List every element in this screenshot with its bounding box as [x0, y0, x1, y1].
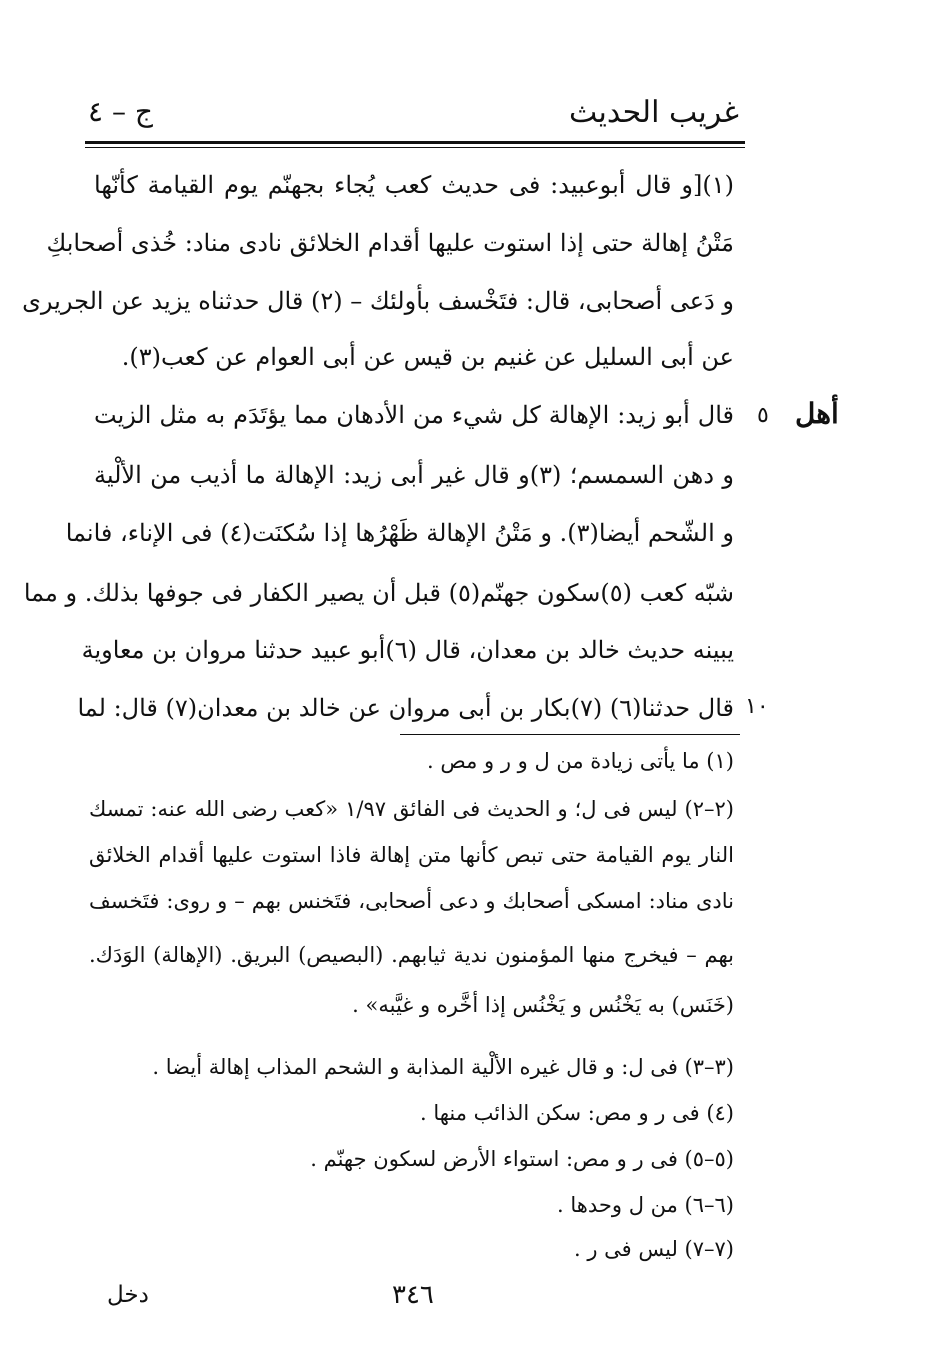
footnote-2-line-4: بهم – فيخرج منها المؤمنون ندية ثيابهم. (البصيص) البريق. (الإهالة) الوَدَك. [89, 943, 734, 967]
volume-number: ج – ٤ [88, 95, 153, 128]
body-line-8: شبّه كعب (٥)سكون جهنّم(٥) قبل أن يصير الكفار فى جوفها بذلك. و مما [23, 579, 734, 607]
footnote-rule [400, 734, 740, 735]
page-number: ٣٤٦ [392, 1280, 434, 1310]
body-line-1: (١)[و قال أبوعبيد: فى حديث كعب يُجاء بجهنّم يوم القيامة كأنّها [94, 171, 734, 199]
body-line-7: و الشّحم أيضا(٣). و مَتْنُ الإهالة ظَهْرُها إذا سُكنَت(٤) فى الإناء، فانما [65, 519, 734, 547]
footnote-4: (٤) فى ر و مص: سكن الذائب منها . [419, 1101, 734, 1125]
body-line-4: عن أبى السليل عن غنيم بن قيس عن أبى العوام عن كعب(٣). [121, 343, 734, 371]
footnote-1: (١) ما يأتى زيادة من ل و ر و مص . [427, 749, 734, 773]
footnote-2-line-5: (خَنَس) به يَخْنُس و يَخْنُس إذا أخَّره و غيَّبه» . [352, 993, 734, 1017]
body-line-6: و دهن السمسم؛ (٣)و قال غير أبى زيد: الإهالة ما أذيب من الألْية [94, 461, 734, 489]
body-line-2: مَتْنُ إهالة حتى إذا استوت عليها أقدام الخلائق نادى مناد: خُذى أصحابكِ [46, 229, 734, 257]
margin-keyword: أهل [795, 397, 839, 430]
footnote-2-line-1: (٢–٢) ليس فى ل؛ و الحديث فى الفائق ١/٩٧ «كعب رضى الله عنه: تمسك [89, 797, 734, 821]
body-line-3: و دَعى أصحابى، قال: فتَخْسف بأولئك – (٢) قال حدثناه يزيد عن الجريرى [22, 287, 734, 315]
footnote-2-line-2: النار يوم القيامة حتى تبص كأنها متن إهالة فاذا استوت عليها أقدام الخلائق [89, 843, 734, 867]
line-number-5: ٥ [757, 403, 769, 428]
line-number-10: ١٠ [745, 694, 769, 719]
header-rule-thin [85, 147, 745, 148]
footnote-6: (٦–٦) من ل وحدها . [557, 1193, 734, 1217]
header-rule-thick [85, 141, 745, 144]
body-line-10: قال حدثنا(٦) (٧)بكار بن أبى مروان عن خالد بن معدان(٧) قال: لما [77, 694, 734, 722]
footnote-3: (٣–٣) فى ل: و قال غيره الألْية المذابة و الشحم المذاب إهالة أيضا . [152, 1055, 734, 1079]
catchword: دخل [107, 1282, 149, 1308]
body-line-9: يبينه حديث خالد بن معدان، قال (٦)أبو عبيد حدثنا مروان بن معاوية [81, 636, 734, 664]
footnote-2-line-3: نادى مناد: امسكى أصحابك و دعى أصحابى، فتَخنس بهم – و روى: فتَخسف [89, 889, 734, 913]
running-title: غريب الحديث [569, 95, 739, 130]
body-line-5: قال أبو زيد: الإهالة كل شيء من الأدهان مما يؤتَدَم به مثل الزيت [94, 401, 734, 429]
footnote-7: (٧–٧) ليس فى ر . [573, 1237, 734, 1261]
footnote-5: (٥–٥) فى ر و مص: استواء الأرض لسكون جهنّم . [310, 1147, 734, 1171]
